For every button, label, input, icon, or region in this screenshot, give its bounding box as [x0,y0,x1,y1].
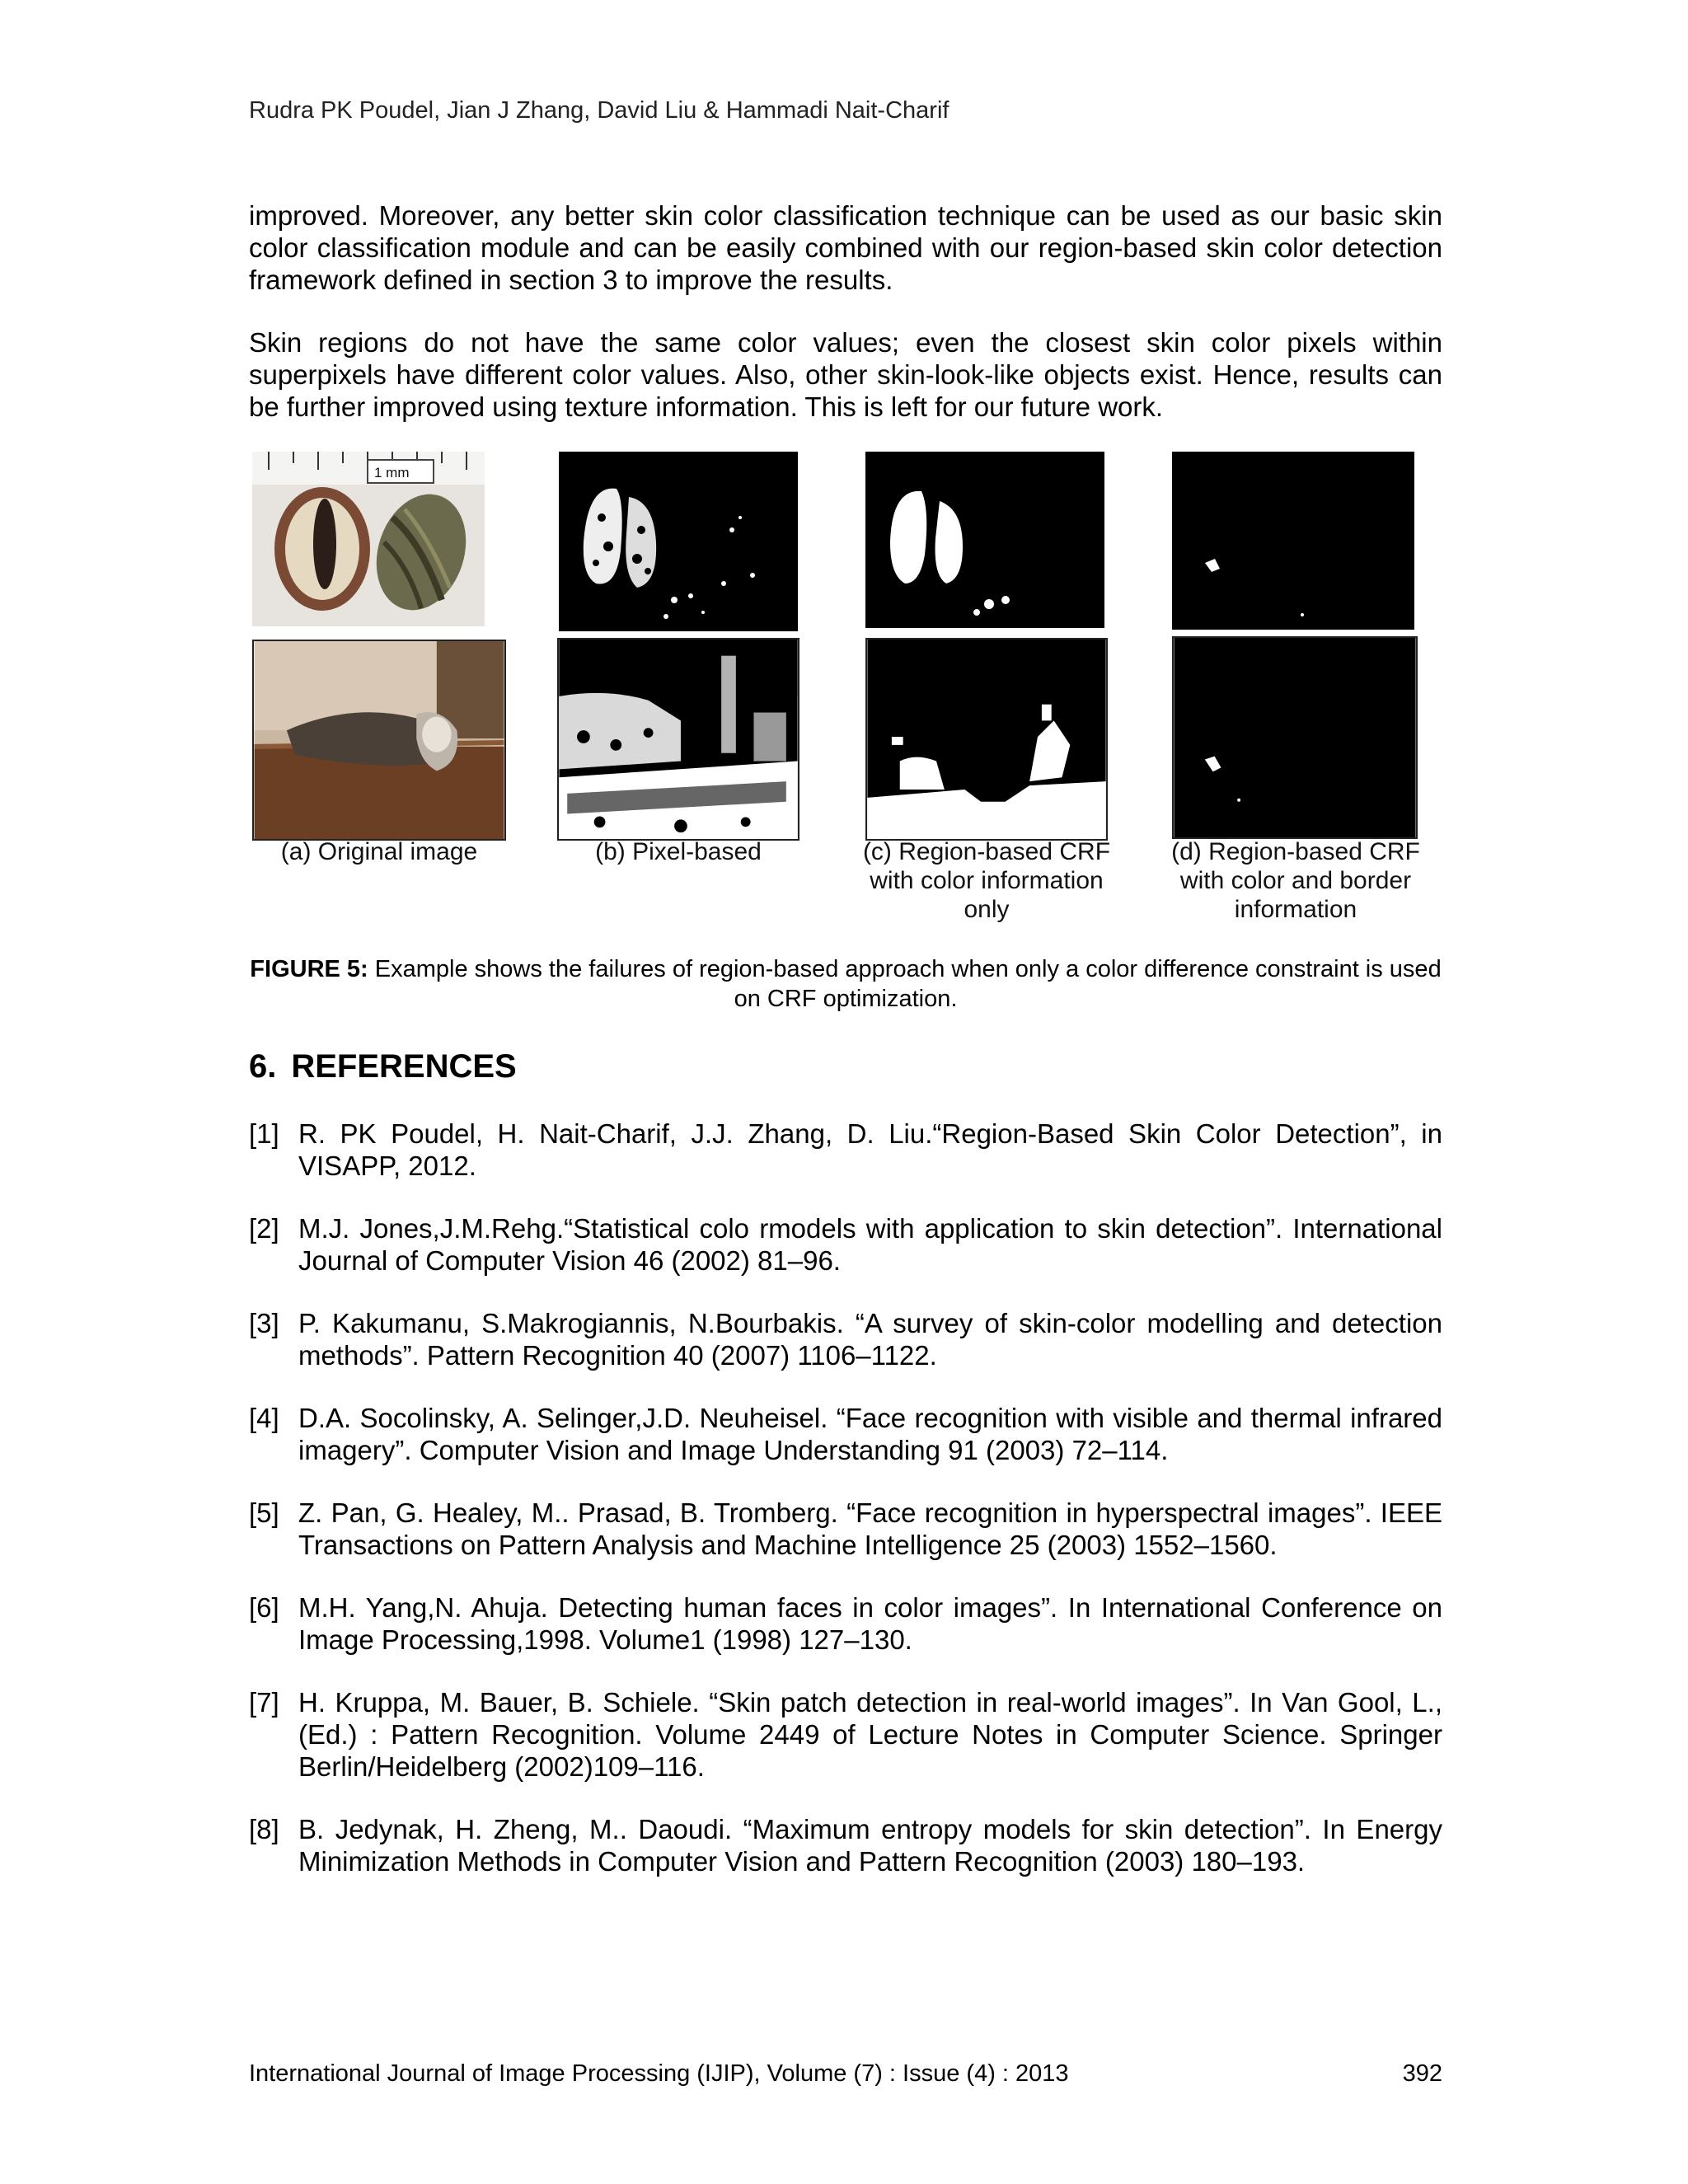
reference-item [249,1591,1442,1656]
region-crf-color-border-seed-mask [1172,452,1414,630]
original-image-object [252,640,506,841]
reference-text: Z. Pan, G. Healey, M.. Prasad, B. Tromberg. “Face recognition in hyperspectral images”. IEEE Transactions on Pattern Analysis and Machine Intelligence 25 (2003) 1552–1560. [298,1497,1442,1560]
reference-number: [5] [249,1497,279,1528]
reference-text: D.A. Socolinsky, A. Selinger,J.D. Neuheisel. “Face recognition with visible and thermal infrared imagery”. Computer Vision and Image Understanding 91 (2003) 72–114. [298,1403,1442,1465]
pixel-based-seed-mask [559,452,798,631]
subcaption-a: (a) Original image [280,838,478,865]
figure-caption [249,954,1442,1014]
reference-item [249,1212,1442,1277]
region-crf-color-object-mask [865,638,1108,841]
region-crf-color-border-object-mask [1172,636,1418,839]
section-title: REFERENCES [291,1048,517,1085]
reference-item [249,1118,1442,1182]
reference-text: M.J. Jones,J.M.Rehg.“Statistical colo rmodels with application to skin detection”. International Journal of Computer Vision 46 (2002) 81–96. [298,1213,1442,1276]
reference-item [249,1307,1442,1371]
reference-text: H. Kruppa, M. Bauer, B. Schiele. “Skin patch detection in real-world images”. In Van Gool, L.,(Ed.) : Pattern Recognition. Volume 2449 of Lecture Notes in Computer Science. Springer Berlin/Heidelberg (2002)109–116. [298,1687,1442,1782]
reference-number: [7] [249,1687,279,1718]
reference-number: [2] [249,1213,279,1244]
reference-text: R. PK Poudel, H. Nait-Charif, J.J. Zhang, D. Liu.“Region-Based Skin Color Detection”, in VISAPP, 2012. [298,1118,1442,1181]
reference-list [249,1118,1442,1908]
reference-text: M.H. Yang,N. Ahuja. Detecting human faces in color images”. In International Conference on Image Processing,1998. Volume1 (1998) 127–130. [298,1592,1442,1655]
body-paragraph-2: Skin regions do not have the same color values; even the closest skin color pixels within superpixels have different color values. Also, other skin-look-like objects exist. Hence, results can be further improved using texture information. This is left for our future work. [249,327,1442,422]
subcaption-d: (d) Region-based CRF with color and border information [1171,838,1420,923]
pixel-based-object-mask [557,638,799,841]
subcaption-b: (b) Pixel-based [595,838,762,865]
reference-item [249,1497,1442,1561]
section-heading-references [249,1048,517,1085]
region-crf-color-seed-mask [865,452,1104,628]
reference-number: [4] [249,1403,279,1433]
reference-item [249,1813,1442,1877]
figure-5 [249,452,1442,1012]
section-number: 6. [249,1048,277,1085]
running-head-authors: Rudra PK Poudel, Jian J Zhang, David Liu & Hammadi Nait-Charif [249,97,950,124]
reference-number: [6] [249,1592,279,1623]
original-image-seed [252,452,485,626]
reference-number: [1] [249,1118,279,1149]
scale-label: 1 mm [374,465,410,480]
subcaption-c: (c) Region-based CRF with color information only [862,838,1111,923]
reference-text: B. Jedynak, H. Zheng, M.. Daoudi. “Maximum entropy models for skin detection”. In Energy Minimization Methods in Computer Vision and Pattern Recognition (2003) 180–193. [298,1814,1442,1877]
reference-number: [8] [249,1814,279,1844]
reference-text: P. Kakumanu, S.Makrogiannis, N.Bourbakis. “A survey of skin-color modelling and detection methods”. Pattern Recognition 40 (2007) 1106–1122. [298,1308,1442,1371]
reference-number: [3] [249,1308,279,1338]
page-number: 392 [1402,2060,1442,2087]
footer-journal: International Journal of Image Processing (IJIP), Volume (7) : Issue (4) : 2013 [249,2060,1069,2087]
page-footer [249,2060,1442,2088]
reference-item [249,1686,1442,1783]
reference-item [249,1402,1442,1466]
body-paragraph-1: improved. Moreover, any better skin color classification technique can be used as our basic skin color classification module and can be easily combined with our region-based skin color detection framework defined in section 3 to improve the results. [249,200,1442,295]
figure-caption-text: Example shows the failures of region-based approach when only a color difference constraint is used on CRF optimization. [374,956,1442,1012]
figure-caption-label: FIGURE 5: [250,956,368,982]
